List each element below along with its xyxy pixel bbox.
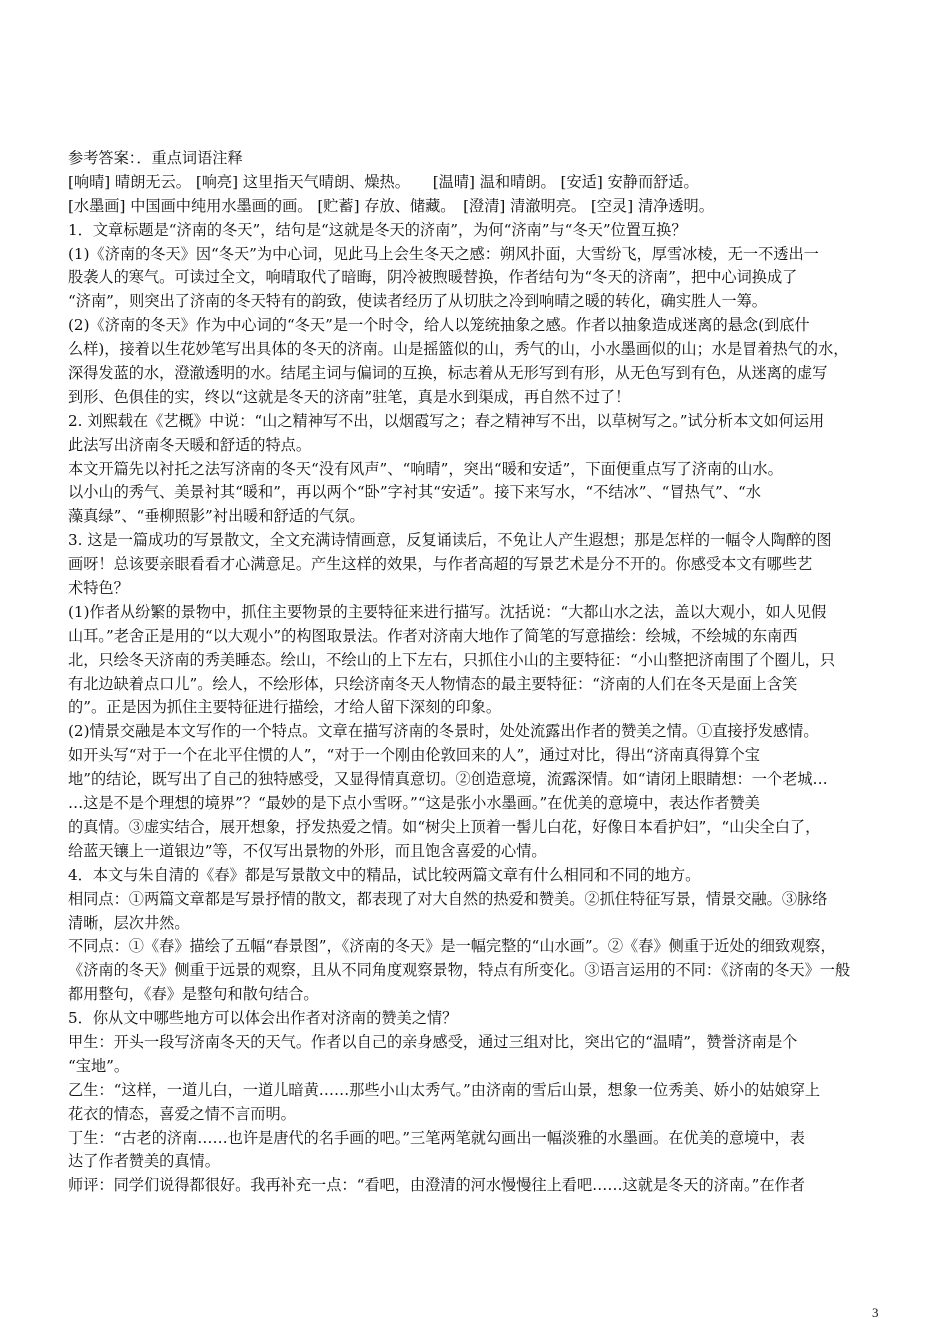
text-line: 师评：同学们说得都很好。我再补充一点：“看吧，由澄清的河水慢慢往上看吧……这就是冬天的济南。”在作者	[68, 1176, 805, 1195]
text-line: 地”的结论，既写出了自己的独特感受，又显得情真意切。②创造意境，流露深情。如“请闭上眼睛想：一个老城…	[68, 770, 828, 789]
text-line: 都用整句，《春》是整句和散句结合。	[68, 985, 319, 1004]
text-line: (2)《济南的冬天》作为中心词的“冬天”是一个时令，给人以笼统抽象之感。作者以抽象造成迷离的悬念(到底什	[68, 316, 810, 335]
text-line: “宝地”。	[68, 1056, 130, 1075]
text-line: 有北边缺着点口儿”。绘人，不绘形体，只绘济南冬天人物情态的最主要特征：“济南的人们在冬天是面上含笑	[68, 674, 798, 693]
text-line: 甲生：开头一段写济南冬天的天气。作者以自己的亲身感受，通过三组对比，突出它的“温晴”，赞誉济南是个	[68, 1032, 798, 1051]
text-line: 乙生：“这样，一道儿白，一道儿暗黄……那些小山太秀气。”由济南的雪后山景，想象一位秀美、娇小的姑娘穿上	[68, 1080, 821, 1099]
text-line: 本文开篇先以衬托之法写济南的冬天“没有风声”、“响晴”，突出“暖和安适”，下面便重点写了济南的山水。	[68, 459, 783, 478]
text-line: 画呀！总该要亲眼看看才心满意足。产生这样的效果，与作者高超的写景艺术是分不开的。你感受本文有哪些艺	[68, 555, 813, 574]
text-line: 5．你从文中哪些地方可以体会出作者对济南的赞美之情？	[68, 1009, 458, 1028]
text-line: 花衣的情态，喜爱之情不言而明。	[68, 1104, 296, 1123]
text-line: (1)《济南的冬天》因“冬天”为中心词，见此马上会生冬天之感：朔风扑面，大雪纷飞，厚雪冰棱，无一不透出一	[68, 244, 819, 263]
text-line: (1)作者从纷繁的景物中，抓住主要物景的主要特征来进行描写。沈括说：“大都山水之法，盖以大观小，如人见假	[68, 602, 827, 621]
text-line: 深得发蓝的水，澄澈透明的水。结尾主词与偏词的互换，标志着从无形写到有形，从无色写到有色，从迷离的虚写	[68, 364, 828, 383]
page-number: 3	[872, 1305, 879, 1320]
text-line: 清晰，层次井然。	[68, 913, 190, 932]
text-line: 1．文章标题是“济南的冬天”，结句是“这就是冬天的济南”，为何“济南”与“冬天”位置互换？	[68, 220, 687, 239]
text-line: 么样)，接着以生花妙笔写出具体的冬天的济南。山是摇篮似的山，秀气的山，小水墨画似的山；水是冒着热气的水，	[68, 340, 849, 359]
text-line: 以小山的秀气、美景衬其“暖和”，再以两个“卧”字衬其“安适”。接下来写水，“不结冰”、“冒热气”、“水	[68, 483, 761, 502]
text-line: 参考答案：．重点词语注释	[68, 149, 243, 167]
text-line: 到形、色俱佳的实，终以“这就是冬天的济南”驻笔，真是水到渠成，再自然不过了！	[68, 387, 631, 406]
text-line: 相同点：①两篇文章都是写景抒情的散文，都表现了对大自然的热爱和赞美。②抓住特征写景，情景交融。③脉络	[68, 889, 828, 908]
text-line: 给蓝天镶上一道银边”等，不仅写出景物的外形，而且饱含喜爱的心情。	[68, 841, 547, 860]
text-line: 股袭人的寒气。可读过全文，响晴取代了暗晦，阴冷被煦暖替换，作者结句为“冬天的济南”，把中心词换成了	[68, 268, 798, 287]
text-line: 《济南的冬天》侧重于远景的观察，且从不同角度观察景物，特点有所变化。③语言运用的不同：《济南的冬天》一般	[68, 961, 851, 980]
text-line: [响晴] 晴朗无云。 [响亮] 这里指天气晴朗、燥热。 [温晴] 温和晴朗。 [安适] 安静而舒适。	[68, 172, 699, 191]
text-line: 丁生：“古老的济南……也许是唐代的名手画的吧。”三笔两笔就勾画出一幅淡雅的水墨画。在优美的意境中，表	[68, 1128, 805, 1147]
text-line: 如开头写“对于一个在北平住惯的人”，“对于一个刚由伦敦回来的人”，通过对比，得出“济南真得算个宝	[68, 746, 760, 765]
text-line: 4．本文与朱自清的《春》都是写景散文中的精品，试比较两篇文章有什么相同和不同的地方。	[68, 865, 701, 884]
text-line: 术特色？	[68, 579, 129, 598]
text-line: 山耳。”老舍正是用的“以大观小”的构图取景法。作者对济南大地作了简笔的写意描绘：绘城，不绘城的东南西	[68, 626, 798, 645]
text-line: (2)情景交融是本文写作的一个特点。文章在描写济南的冬景时，处处流露出作者的赞美之情。①直接抒发感情。	[68, 722, 819, 741]
text-line: 达了作者赞美的真情。	[68, 1152, 220, 1171]
text-line: 的”。正是因为抓住主要特征进行描绘，才给人留下深刻的印象。	[68, 698, 502, 717]
text-line: 的真情。③虚实结合，展开想象，抒发热爱之情。如“树尖上顶着一髻儿白花，好像日本看护妇”，“山尖全白了，	[68, 817, 821, 836]
text-line: 2. 刘熙载在《艺概》中说：“山之精神写不出，以烟霞写之；春之精神写不出，以草树写之。”试分析本文如何运用	[68, 411, 825, 430]
text-line: 此法写出济南冬天暖和舒适的特点。	[68, 435, 311, 454]
document-body	[68, 147, 890, 1198]
text-line: 3. 这是一篇成功的写景散文，全文充满诗情画意，反复诵读后，不免让人产生遐想；那是怎样的一幅令人陶醉的图	[68, 531, 832, 550]
text-line: “济南”，则突出了济南的冬天特有的韵致，使读者经历了从切肤之冷到响晴之暖的转化，确实胜人一筹。	[68, 292, 767, 311]
text-line: [水墨画] 中国画中纯用水墨画的画。 [贮蓄] 存放、储藏。 [澄清] 清澈明亮。 [空灵] 清净透明。	[68, 196, 714, 215]
text-line: …这是不是个理想的境界”？“最妙的是下点小雪呀。”“这是张小水墨画。”在优美的意境中，表达作者赞美	[68, 794, 760, 813]
text-line: 不同点：①《春》描绘了五幅“春景图”，《济南的冬天》是一幅完整的“山水画”。②《春》侧重于近处的细致观察，	[68, 937, 836, 956]
text-line: 北，只绘冬天济南的秀美睡态。绘山，不绘山的上下左右，只抓住小山的主要特征：“小山整把济南围了个圈儿，只	[68, 650, 836, 669]
text-line: 藻真绿”、“垂柳照影”衬出暖和舒适的气氛。	[68, 507, 365, 526]
